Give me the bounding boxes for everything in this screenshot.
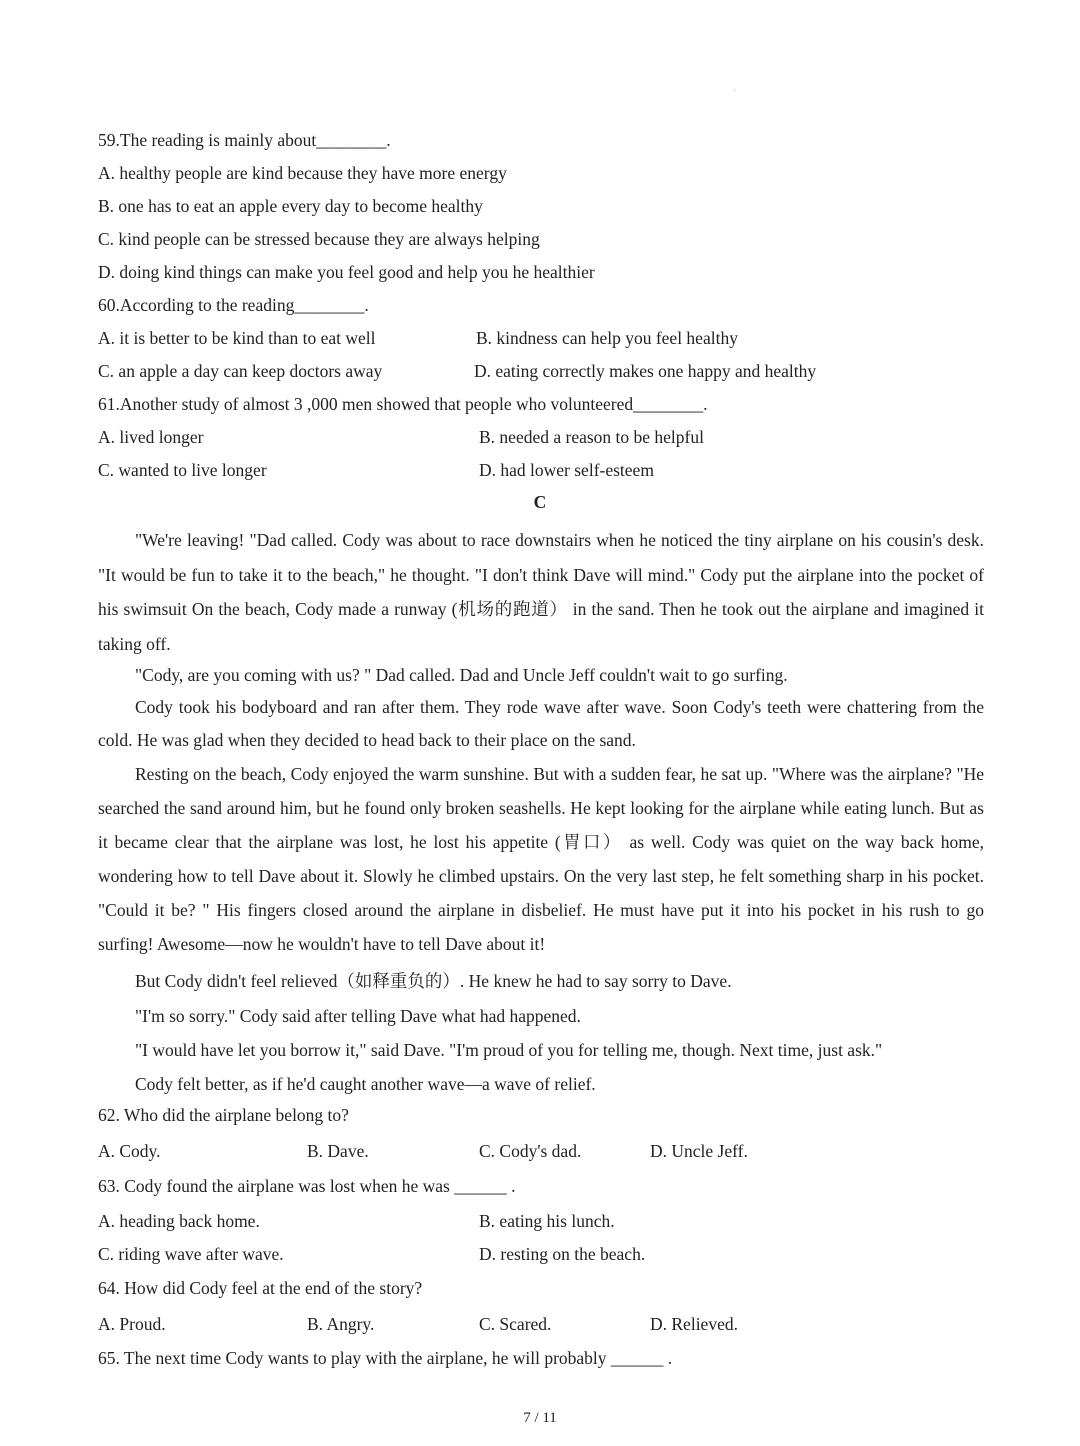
q62-stem: 62. Who did the airplane belong to? [98, 1105, 349, 1125]
q60-option-a: A. it is better to be kind than to eat well [98, 328, 376, 348]
q64-option-b: B. Angry. [307, 1314, 375, 1334]
q59-option-b: B. one has to eat an apple every day to become healthy [98, 196, 483, 216]
q62-option-d: D. Uncle Jeff. [650, 1141, 748, 1161]
q62-option-a: A. Cody. [98, 1141, 161, 1161]
q63-option-a: A. heading back home. [98, 1211, 260, 1231]
q60-stem: 60.According to the reading________. [98, 295, 369, 315]
q59-stem: 59.The reading is mainly about________. [98, 130, 391, 150]
q63-stem: 63. Cody found the airplane was lost when he was ______ . [98, 1176, 516, 1196]
q60-option-d: D. eating correctly makes one happy and healthy [474, 361, 817, 381]
q64-stem: 64. How did Cody feel at the end of the story? [98, 1278, 423, 1298]
q63-option-b: B. eating his lunch. [479, 1211, 615, 1231]
passage-paragraph-4: Resting on the beach, Cody enjoyed the warm sunshine. But with a sudden fear, he sat up. "Where was the airplane? "He searched the sand around him, but he found only broken seashells. He kept looking for the airplane while eating lunch. But as it became clear that the airplane was lost, he lost his appetite (胃口） as well. Cody was quiet on the way back home, wondering how to tell Dave about it. Slowly he climbed upstairs. On the very last step, he felt something sharp in his pocket. "Could it be? " His fingers closed around the airplane in disbelief. He must have put it into his pocket in his rush to go surfing! Awesome—now he wouldn't have to tell Dave about it! [98, 764, 984, 954]
q59-option-c: C. kind people can be stressed because they are always helping [98, 229, 540, 249]
q64-option-c: C. Scared. [479, 1314, 552, 1334]
passage-paragraph-7: "I would have let you borrow it," said Dave. "I'm proud of you for telling me, though. Next time, just ask." [135, 1040, 883, 1060]
q64-option-d: D. Relieved. [650, 1314, 738, 1334]
passage-paragraph-1: "We're leaving! "Dad called. Cody was about to race downstairs when he noticed the tiny airplane on his cousin's desk. "It would be fun to take it to the beach," he thought. "I don't think Dave will mind." Cody put the airplane into the pocket of his swimsuit On the beach, Cody made a runway (机场的跑道） in the sand. Then he took out the airplane and imagined it taking off. [98, 530, 984, 654]
q61-option-b: B. needed a reason to be helpful [479, 427, 704, 447]
q63-option-c: C. riding wave after wave. [98, 1244, 284, 1264]
q59-option-d: D. doing kind things can make you feel good and help you he healthier [98, 262, 595, 282]
scan-mark: ' [734, 88, 736, 97]
q61-option-c: C. wanted to live longer [98, 460, 267, 480]
q65-stem: 65. The next time Cody wants to play with the airplane, he will probably ______ . [98, 1348, 673, 1368]
q61-option-d: D. had lower self-esteem [479, 460, 654, 480]
q59-option-a: A. healthy people are kind because they have more energy [98, 163, 507, 183]
passage-paragraph-8: Cody felt better, as if he'd caught another wave—a wave of relief. [135, 1074, 596, 1094]
passage-paragraph-2: "Cody, are you coming with us? " Dad called. Dad and Uncle Jeff couldn't wait to go surfing. [135, 665, 788, 685]
q62-option-c: C. Cody's dad. [479, 1141, 582, 1161]
q64-option-a: A. Proud. [98, 1314, 166, 1334]
passage-paragraph-3: Cody took his bodyboard and ran after them. They rode wave after wave. Soon Cody's teeth were chattering from the cold. He was glad when they decided to head back to their place on the sand. [98, 697, 984, 750]
q60-option-c: C. an apple a day can keep doctors away [98, 361, 383, 381]
page-number: 7 / 11 [523, 1410, 557, 1426]
passage-paragraph-5: But Cody didn't feel relieved（如释重负的）. He knew he had to say sorry to Dave. [135, 971, 732, 991]
q63-option-d: D. resting on the beach. [479, 1244, 646, 1264]
q61-stem: 61.Another study of almost 3 ,000 men showed that people who volunteered________. [98, 394, 708, 414]
section-c-heading: C [533, 492, 547, 512]
passage-paragraph-6: "I'm so sorry." Cody said after telling Dave what had happened. [135, 1006, 581, 1026]
q62-option-b: B. Dave. [307, 1141, 369, 1161]
q60-option-b: B. kindness can help you feel healthy [476, 328, 738, 348]
q61-option-a: A. lived longer [98, 427, 204, 447]
